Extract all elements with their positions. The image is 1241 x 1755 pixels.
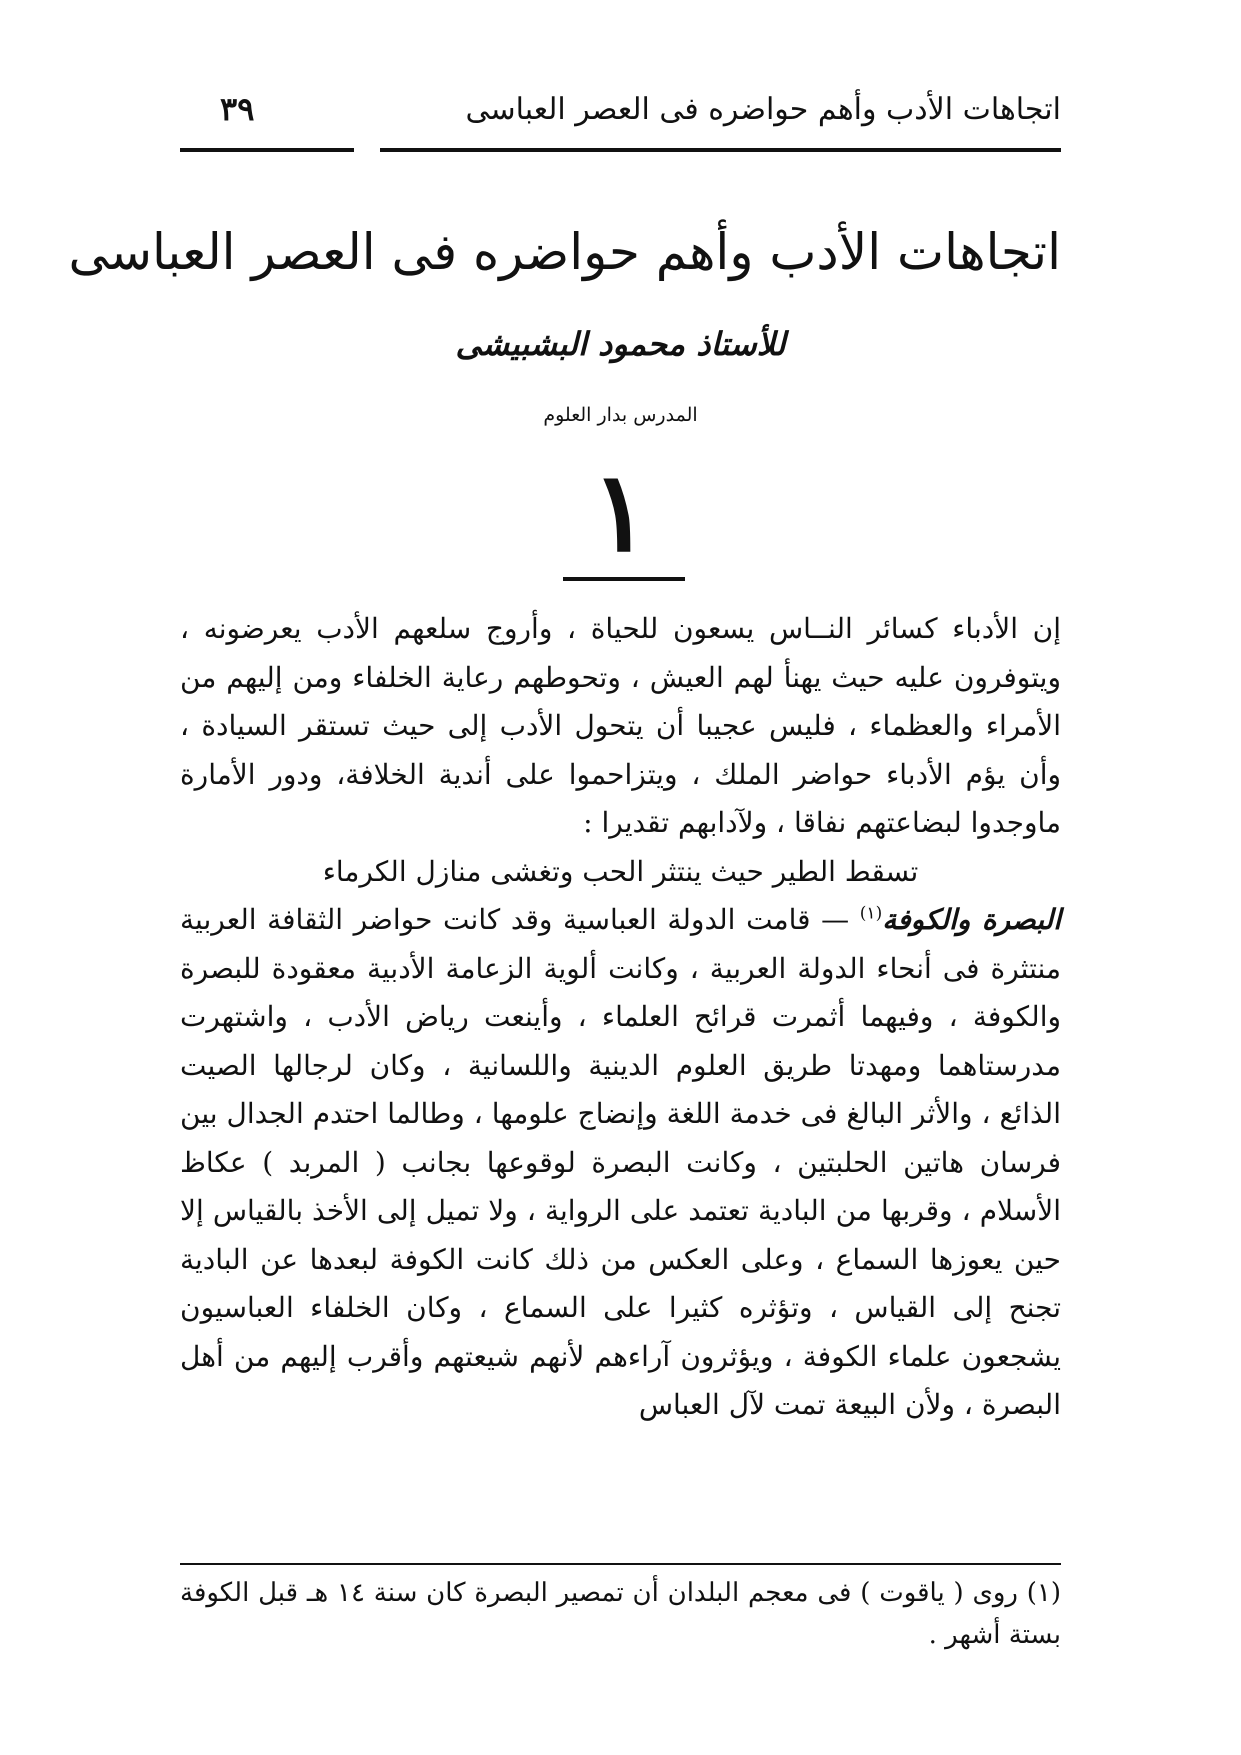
- part-number: ١: [590, 447, 651, 576]
- article-body: [180, 605, 1061, 1430]
- footnote-reference[interactable]: (١): [859, 903, 883, 924]
- verse-line: تسقط الطير حيث ينتثر الحب وتغشى منازل الكرماء: [322, 854, 919, 888]
- page-number: ٣٩: [220, 90, 255, 128]
- footnote-rule: [180, 1563, 1061, 1565]
- header-rule: [180, 148, 1061, 152]
- section-subheading: البصرة والكوفة: [882, 903, 1061, 936]
- body-paragraph: [180, 896, 1061, 1430]
- header-rule-gap: [354, 147, 380, 153]
- body-paragraph-text: — قامت الدولة العباسية وقد كانت حواضر الثقافة العربية منتثرة فى أنحاء الدولة العربية ، وكانت ألوية الزعامة الأدبية معقودة للبصرة والكوفة ، وفيهما أثمرت قرائح العلماء ، وأينعت رياض الأدب ، واشتهرت مدرستاهما ومهدتا طريق العلوم الدينية واللسانية ، وكان لرجالها الصيت الذائع ، والأثر البالغ فى خدمة اللغة وإنضاج علومها ، وطالما احتدم الجدال بين فرسان هاتين الحلبتين ، وكانت البصرة لوقوعها بجانب ( المربد ) عكاظ الأسلام ، وقربها من البادية تعتمد على الرواية ، ولا تميل إلى الأخذ بالقياس إلا حين يعوزها السماع ، وعلى العكس من ذلك كانت الكوفة لبعدها عن البادية تجنح إلى القياس ، وتؤثره كثيرا على السماع ، وكان الخلفاء العباسيون يشجعون علماء الكوفة ، ويؤثرون آراءهم لأنهم شيعتهم وأقرب إليهم من أهل البصرة ، ولأن البيعة تمت لآل العباس: [180, 903, 1061, 1421]
- running-title: اتجاهات الأدب وأهم حواضره فى العصر العباسى: [465, 92, 1061, 127]
- author-role: المدرس بدار العلوم: [543, 404, 698, 426]
- part-divider: [563, 577, 685, 581]
- running-header: [180, 88, 1061, 138]
- article-author: للأستاذ محمود البشبيشى: [455, 325, 786, 363]
- article-title: اتجاهات الأدب وأهم حواضره فى العصر العباسى: [68, 223, 1061, 281]
- body-paragraph: إن الأدباء كسائر النــاس يسعون للحياة ، وأروج سلعهم الأدب يعرضونه ، ويتوفرون عليه حيث يهنأ لهم العيش ، وتحوطهم رعاية الخلفاء ومن إليهم من الأمراء والعظماء ، فليس عجيبا أن يتحول الأدب إلى حيث تستقر السيادة ، وأن يؤم الأدباء حواضر الملك ، ويتزاحموا على أندية الخلافة، ودور الأمارة ماوجدوا لبضاعتهم نفاقا ، ولآدابهم تقديرا :: [180, 612, 1061, 839]
- footnote: (١) روى ( ياقوت ) فى معجم البلدان أن تمصير البصرة كان سنة ١٤ هـ قبل الكوفة بستة أشهر .: [180, 1578, 1062, 1650]
